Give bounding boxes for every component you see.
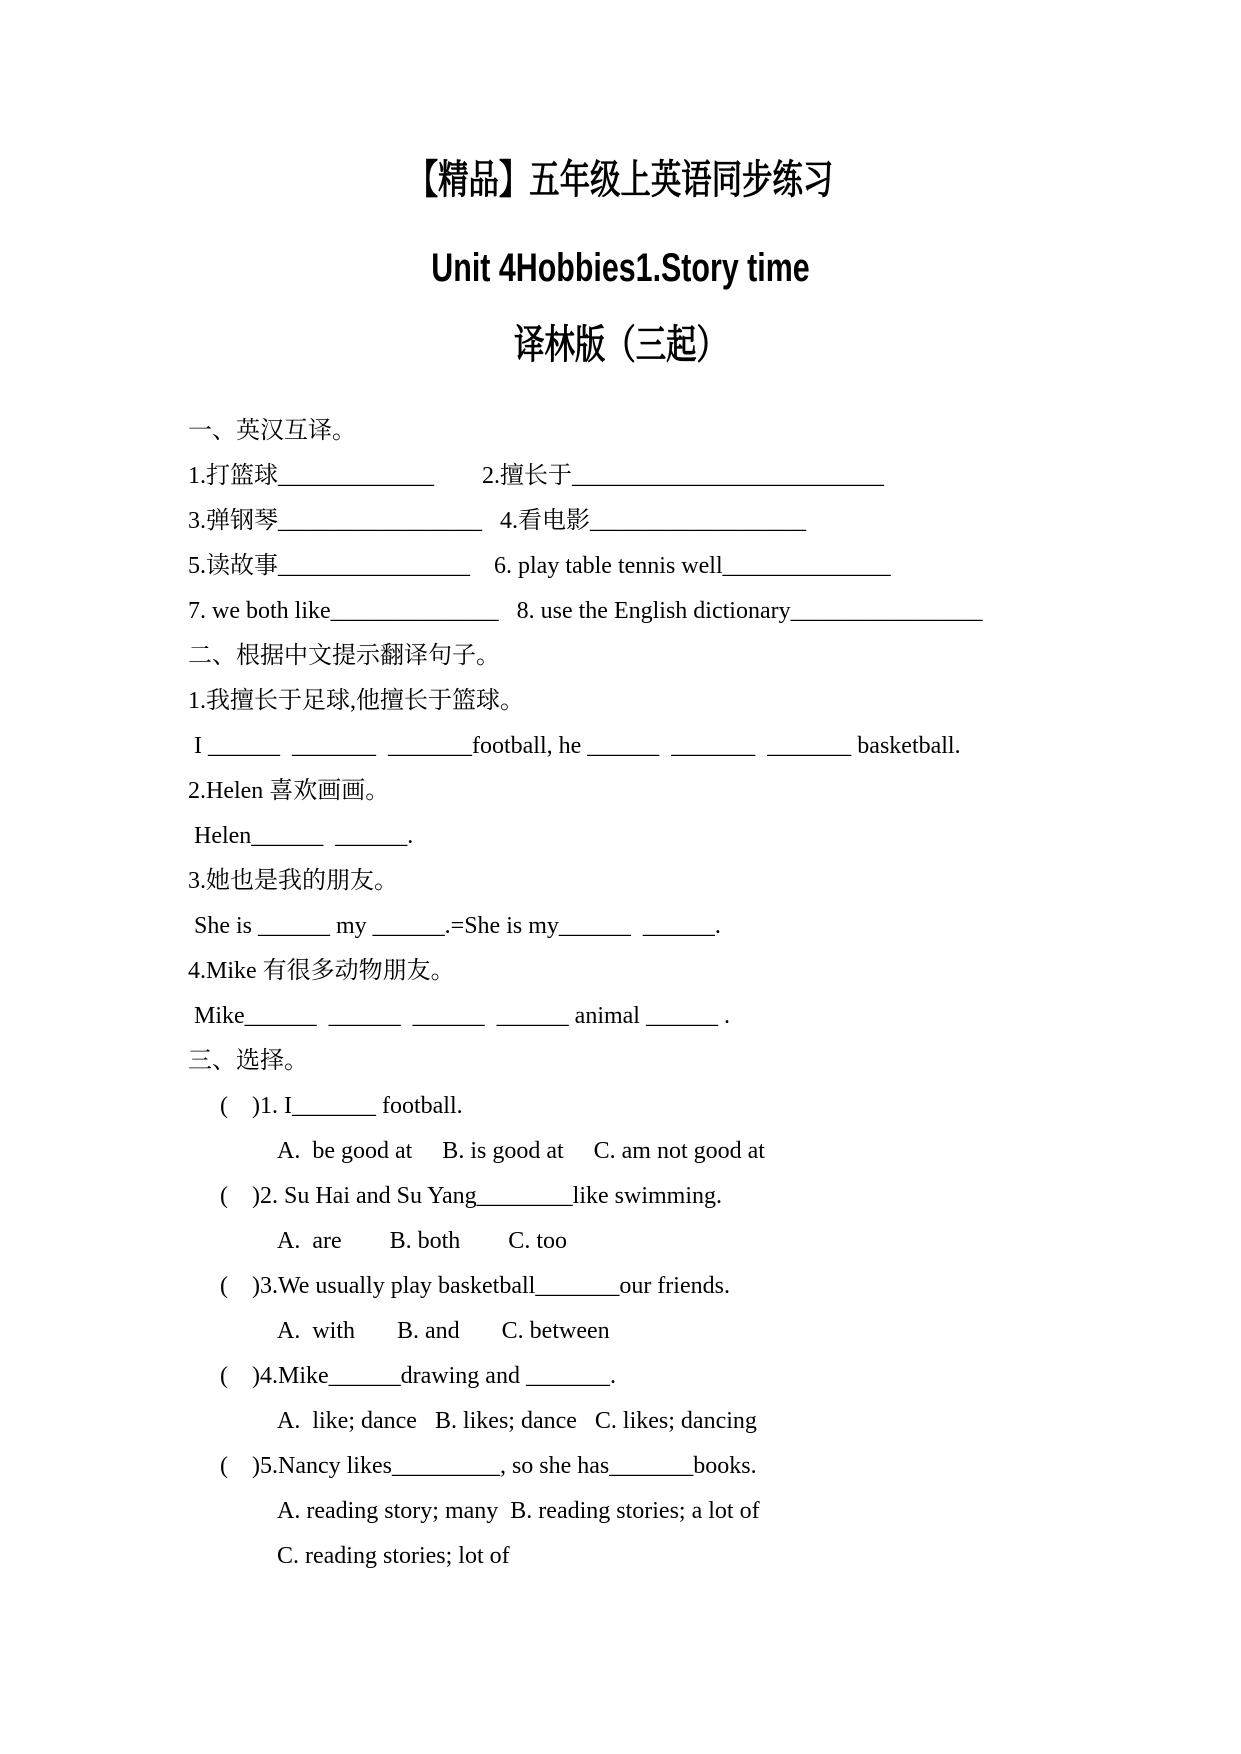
section-header: 三、选择。 bbox=[188, 1048, 308, 1074]
worksheet-body bbox=[188, 409, 1201, 1579]
worksheet-line: 4.Mike 有很多动物朋友。 bbox=[188, 958, 455, 984]
worksheet-line: 7. we both like______________ 8. use the English dictionary________________ bbox=[188, 598, 983, 624]
worksheet-line: 3.弹钢琴_________________ 4.看电影__________________ bbox=[188, 508, 806, 534]
worksheet-line: I ______ _______ _______football, he ______ _______ _______ basketball. bbox=[188, 733, 961, 759]
worksheet-line: ( )5.Nancy likes_________, so she has_______books. bbox=[220, 1453, 757, 1479]
section-header: 二、根据中文提示翻译句子。 bbox=[188, 643, 500, 669]
worksheet-line: A. be good at B. is good at C. am not good at bbox=[277, 1138, 765, 1164]
worksheet-line: 5.读故事________________ 6. play table tennis well______________ bbox=[188, 553, 891, 579]
unit-subtitle: Unit 4Hobbies1.Story time bbox=[431, 246, 810, 290]
worksheet-line: ( )3.We usually play basketball_______our friends. bbox=[220, 1273, 730, 1299]
worksheet-line: A. reading story; many B. reading stories; a lot of bbox=[277, 1498, 760, 1524]
worksheet-line: 1.我擅长于足球,他擅长于篮球。 bbox=[188, 688, 524, 714]
worksheet-line: ( )2. Su Hai and Su Yang________like swimming. bbox=[220, 1183, 723, 1209]
worksheet-line: 3.她也是我的朋友。 bbox=[188, 868, 398, 894]
worksheet-line: 2.Helen 喜欢画画。 bbox=[188, 778, 390, 804]
worksheet-line: A. like; dance B. likes; dance C. likes; dancing bbox=[277, 1408, 757, 1434]
worksheet-line: C. reading stories; lot of bbox=[277, 1543, 510, 1569]
worksheet-line: Helen______ ______. bbox=[188, 823, 414, 849]
worksheet-line: A. with B. and C. between bbox=[277, 1318, 610, 1344]
section-header: 一、英汉互译。 bbox=[188, 418, 356, 444]
worksheet-line: 1.打篮球_____________ 2.擅长于__________________________ bbox=[188, 463, 884, 489]
edition-subtitle: 译林版（三起） bbox=[514, 323, 727, 367]
worksheet-line: ( )1. I_______ football. bbox=[220, 1093, 463, 1119]
worksheet-line: Mike______ ______ ______ ______ animal ______ . bbox=[188, 1003, 730, 1029]
worksheet-line: She is ______ my ______.=She is my______ ______. bbox=[188, 913, 721, 939]
worksheet-line: A. are B. both C. too bbox=[277, 1228, 567, 1254]
page-title: 【精品】五年级上英语同步练习 bbox=[407, 158, 834, 202]
worksheet-line: ( )4.Mike______drawing and _______. bbox=[220, 1363, 616, 1389]
